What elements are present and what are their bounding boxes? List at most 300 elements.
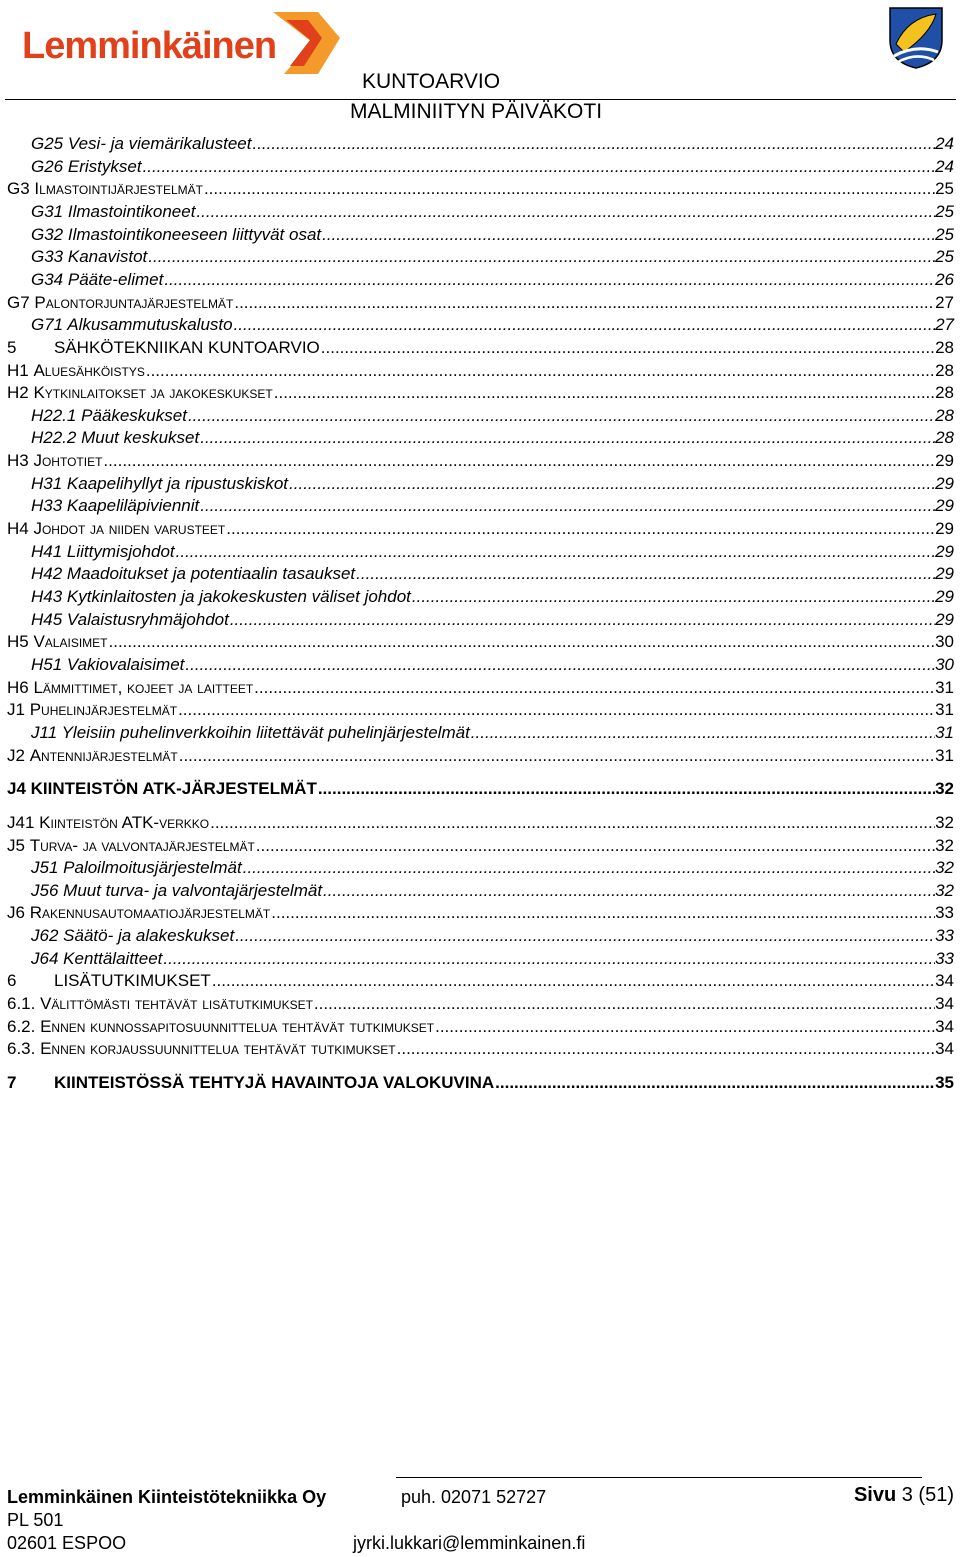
toc-entry-line (31, 563, 954, 585)
toc-entry-label: Kanavistot (67, 247, 148, 267)
toc-page-number: 33 (935, 948, 954, 968)
toc-dot-leader (321, 224, 935, 246)
toc-page-number: 32 (935, 835, 954, 855)
toc-entry-label: Säätö- ja alakeskukset (63, 926, 235, 946)
toc-entry[interactable] (0, 1038, 954, 1060)
toc-entry-title (31, 133, 251, 155)
toc-entry[interactable] (0, 473, 954, 495)
toc-entry-line (7, 745, 954, 767)
toc-entry-number: H22.2 (31, 428, 77, 448)
toc-entry[interactable] (0, 902, 954, 924)
toc-entry-title (31, 201, 195, 223)
toc-entry-title (31, 722, 470, 744)
footer-divider (396, 1477, 922, 1478)
toc-dot-leader (211, 970, 935, 992)
toc-page-number: 30 (935, 654, 954, 674)
toc-page-number: 28 (935, 360, 954, 380)
toc-entry[interactable] (0, 835, 954, 857)
toc-entry-number: J51 (31, 858, 59, 878)
toc-entry[interactable] (0, 993, 954, 1015)
document-subtitle: MALMINIITYN PÄIVÄKOTI (350, 100, 603, 123)
toc-entry-line (7, 699, 954, 721)
toc-entry-line (31, 925, 954, 947)
toc-dot-leader (317, 778, 935, 800)
footer-email: jyrki.lukkari@lemminkainen.fi (353, 1533, 586, 1553)
toc-entry-line (31, 427, 954, 449)
toc-dot-leader (178, 745, 935, 767)
toc-dot-leader (199, 495, 935, 517)
toc-page-number: 32 (935, 858, 954, 878)
toc-entry-label: Kenttälaitteet (63, 948, 163, 968)
toc-entry[interactable] (0, 970, 954, 992)
toc-entry-number: G33 (31, 247, 64, 267)
toc-entry[interactable] (0, 745, 954, 767)
toc-entry-label: Puhelinjärjestelmät (29, 700, 178, 720)
toc-entry-line (31, 541, 954, 563)
toc-entry-label: Paloilmoitusjärjestelmät (63, 858, 242, 878)
toc-page-number: 29 (935, 496, 954, 516)
toc-entry-line (7, 450, 954, 472)
toc-entry[interactable] (0, 631, 954, 653)
toc-entry-label: Pääkeskukset (81, 405, 187, 425)
toc-entry-number: H22.1 (31, 405, 77, 425)
toc-entry[interactable] (0, 609, 954, 631)
toc-entry-title (7, 677, 253, 699)
toc-dot-leader (396, 1038, 935, 1060)
toc-entry-label: Valaisimet (33, 632, 108, 652)
toc-entry-line (31, 473, 954, 495)
toc-entry-number: J4 (7, 779, 26, 799)
toc-entry-title (7, 1072, 494, 1094)
toc-entry-line (31, 133, 954, 155)
toc-entry[interactable] (0, 586, 954, 608)
toc-entry-number: H43 (31, 587, 63, 606)
toc-entry-title (31, 948, 162, 970)
toc-entry-label: Yleisiin puhelinverkkoihin liitettävät puhelinjärjestelmät (61, 722, 470, 742)
toc-entry-line (7, 518, 954, 540)
toc-entry-title (31, 609, 229, 631)
toc-page-number: 25 (935, 201, 954, 221)
toc-dot-leader (233, 314, 936, 336)
toc-entry-label: Maadoitukset ja potentiaalin tasaukset (66, 564, 356, 584)
toc-entry[interactable] (0, 518, 954, 540)
toc-dot-leader (322, 880, 935, 902)
toc-entry[interactable] (0, 382, 954, 404)
toc-dot-leader (175, 541, 935, 563)
footer-page-count: 3 (51) (901, 1484, 954, 1506)
toc-dot-leader (225, 518, 935, 540)
footer-page-number (854, 1484, 954, 1506)
toc-entry-line (7, 902, 954, 924)
toc-entry[interactable] (0, 495, 954, 517)
toc-entry-number: J64 (31, 948, 59, 968)
toc-entry-line (31, 880, 954, 902)
toc-entry-number: H1 (7, 360, 29, 380)
toc-entry-number: J6 (7, 903, 25, 923)
toc-entry-number: 6 (7, 971, 17, 991)
lemminkainen-logo (18, 8, 353, 86)
toc-dot-leader (187, 405, 935, 427)
toc-entry-line (31, 722, 954, 744)
toc-entry[interactable] (0, 314, 954, 336)
toc-entry-label: Valaistusryhmäjohdot (66, 609, 229, 629)
footer-company: Lemminkäinen Kiinteistötekniikka Oy (7, 1487, 327, 1507)
toc-page-number: 28 (935, 405, 954, 425)
toc-entry-title (31, 541, 175, 563)
toc-entry-line (31, 246, 954, 268)
toc-entry-label: Muut keskukset (81, 428, 200, 448)
toc-page-number: 24 (935, 156, 954, 176)
toc-entry-title (7, 337, 320, 359)
toc-entry-number: H3 (7, 451, 29, 471)
toc-entry[interactable] (0, 246, 954, 268)
toc-entry-title (31, 880, 322, 902)
toc-entry-label: Ilmastointikoneeseen liittyvät osat (67, 224, 322, 244)
toc-dot-leader (320, 337, 935, 359)
toc-page-number: 29 (935, 564, 954, 584)
toc-entry-label: Pääte-elimet (67, 269, 164, 289)
toc-dot-leader (162, 948, 935, 970)
toc-entry[interactable] (0, 360, 954, 382)
toc-entry-title (31, 224, 321, 246)
toc-entry-number: H6 (7, 677, 29, 697)
toc-entry-number: G71 (31, 315, 64, 335)
toc-page-number: 35 (935, 1073, 954, 1092)
toc-page-number: 26 (935, 269, 954, 289)
toc-entry[interactable] (0, 948, 954, 970)
toc-dot-leader (253, 677, 935, 699)
toc-entry-line (7, 631, 954, 653)
toc-page-number: 25 (935, 247, 954, 267)
footer-page-word: Sivu (853, 1484, 897, 1506)
toc-entry[interactable] (0, 133, 954, 155)
toc-entry-number: J56 (31, 880, 59, 900)
toc-entry-label: SÄHKÖTEKNIIKAN KUNTOARVIO (54, 337, 320, 357)
toc-dot-leader (199, 427, 935, 449)
toc-entry[interactable] (0, 880, 954, 902)
logo-wordmark: Lemminkäinen (22, 25, 277, 67)
toc-entry[interactable] (0, 812, 954, 834)
toc-entry-title (31, 857, 242, 879)
toc-page-number: 28 (935, 383, 954, 403)
toc-entry-title (7, 993, 313, 1015)
toc-page-number: 28 (935, 337, 954, 357)
toc-entry-title (31, 654, 184, 676)
toc-entry[interactable] (0, 337, 954, 359)
toc-entry-label: Aluesähköistys (33, 360, 145, 380)
toc-dot-leader (255, 835, 935, 857)
toc-dot-leader (494, 1072, 935, 1094)
toc-page-number: 31 (935, 745, 954, 765)
toc-entry-number: H42 (31, 564, 63, 584)
toc-dot-leader (411, 586, 935, 608)
toc-entry[interactable] (0, 405, 954, 427)
toc-entry-label: Ilmastointikoneet (67, 201, 196, 221)
toc-entry[interactable] (0, 1016, 954, 1038)
toc-entry-label: Ennen korjaussuunnittelua tehtävät tutkimukset (40, 1039, 396, 1059)
toc-entry[interactable] (0, 925, 954, 947)
toc-dot-leader (209, 812, 935, 834)
toc-dot-leader (229, 609, 935, 631)
toc-entry-line (7, 337, 954, 359)
toc-page-number: 29 (935, 609, 954, 629)
toc-entry[interactable] (0, 778, 954, 800)
toc-entry-label: Kytkinlaitosten ja jakokeskusten väliset johdot (66, 587, 411, 606)
toc-page-number: 31 (935, 677, 954, 697)
toc-entry-number: G26 (31, 156, 64, 176)
toc-dot-leader (142, 156, 936, 178)
toc-entry-number: G3 (7, 179, 30, 199)
toc-page-number: 31 (935, 700, 954, 720)
toc-dot-leader (242, 857, 935, 879)
toc-entry-number: J41 (7, 812, 35, 832)
toc-dot-leader (195, 201, 935, 223)
toc-entry-label: Lämmittimet, kojeet ja laitteet (33, 677, 254, 697)
toc-entry-line (31, 948, 954, 970)
toc-entry[interactable] (0, 563, 954, 585)
toc-entry[interactable] (0, 450, 954, 472)
toc-entry-number: J62 (31, 926, 59, 946)
toc-entry-line (7, 993, 954, 1015)
toc-entry-label: Kaapeliläpiviennit (66, 496, 200, 516)
toc-entry[interactable] (0, 427, 954, 449)
toc-entry-title (7, 745, 178, 767)
toc-entry[interactable] (0, 224, 954, 246)
toc-page-number: 30 (935, 632, 954, 652)
toc-page-number: 32 (935, 779, 954, 799)
toc-dot-leader (233, 292, 935, 314)
toc-entry-title (7, 902, 270, 924)
toc-entry[interactable] (0, 677, 954, 699)
toc-entry-label: Vakiovalaisimet (66, 654, 185, 674)
toc-entry-label: Ennen kunnossapitosuunnittelua tehtävät tutkimukset (40, 1016, 435, 1036)
toc-page-number: 28 (935, 428, 954, 448)
toc-entry-label: KIINTEISTÖN ATK-JÄRJESTELMÄT (30, 779, 317, 799)
toc-entry-title (7, 970, 211, 992)
toc-entry-line (31, 405, 954, 427)
toc-dot-leader (234, 925, 935, 947)
toc-entry-line (7, 1016, 954, 1038)
toc-entry-line (7, 382, 954, 404)
toc-entry-line (7, 778, 954, 800)
footer-phone: puh. 02071 52727 (401, 1487, 547, 1507)
toc-entry-number: H33 (31, 496, 63, 516)
toc-page-number: 27 (935, 292, 954, 312)
toc-dot-leader (108, 631, 936, 653)
toc-entry-line (31, 269, 954, 291)
toc-entry-line (7, 360, 954, 382)
toc-page-number: 25 (935, 224, 954, 244)
toc-entry-line (7, 1072, 954, 1094)
toc-entry-line (7, 812, 954, 834)
toc-entry-title (7, 382, 273, 404)
toc-entry[interactable] (0, 1072, 954, 1094)
toc-entry-line (7, 178, 954, 200)
toc-page-number: 24 (935, 134, 954, 153)
toc-entry-label: Palontorjuntajärjestelmät (34, 292, 234, 312)
toc-entry-title (31, 269, 163, 291)
toc-entry-label: Johtotiet (33, 451, 103, 471)
toc-entry-number: G34 (31, 269, 64, 289)
toc-entry-title (7, 1016, 434, 1038)
toc-page-number: 33 (935, 926, 954, 946)
toc-entry-line (7, 677, 954, 699)
toc-entry-number: H45 (31, 609, 63, 629)
toc-entry-label: KIINTEISTÖSSÄ TEHTYJÄ HAVAINTOJA VALOKUVINA (54, 1073, 495, 1092)
toc-entry-label: Rakennusautomaatiojärjestelmät (29, 903, 271, 923)
toc-entry-number: J5 (7, 835, 25, 855)
toc-entry-title (31, 563, 355, 585)
toc-entry-number: H41 (31, 541, 63, 561)
toc-entry[interactable] (0, 269, 954, 291)
toc-entry-line (7, 835, 954, 857)
toc-entry-number: H5 (7, 632, 29, 652)
toc-entry-line (7, 970, 954, 992)
toc-entry-title (7, 450, 102, 472)
toc-entry[interactable] (0, 857, 954, 879)
toc-entry[interactable] (0, 699, 954, 721)
toc-entry-title (31, 156, 142, 178)
toc-dot-leader (313, 993, 935, 1015)
toc-entry-label: Välittömästi tehtävät lisätutkimukset (40, 994, 313, 1014)
toc-entry[interactable] (0, 156, 954, 178)
toc-dot-leader (355, 563, 935, 585)
document-title: KUNTOARVIO (362, 70, 501, 93)
toc-dot-leader (270, 902, 935, 924)
toc-entry-title (7, 699, 177, 721)
toc-entry[interactable] (0, 654, 954, 676)
toc-entry-number: G25 (31, 134, 64, 153)
toc-dot-leader (177, 699, 935, 721)
toc-entry-label: Turva- ja valvontajärjestelmät (29, 835, 255, 855)
toc-dot-leader (288, 473, 935, 495)
toc-dot-leader (251, 133, 935, 155)
toc-page-number: 34 (935, 1016, 954, 1036)
toc-entry-line (31, 201, 954, 223)
toc-entry-number: G32 (31, 224, 64, 244)
toc-entry-number: H4 (7, 519, 29, 539)
toc-page-number: 34 (935, 971, 954, 991)
toc-page-number: 32 (935, 812, 954, 832)
toc-page-number: 32 (935, 880, 954, 900)
toc-entry-number: J11 (31, 722, 58, 742)
toc-entry-title (7, 518, 225, 540)
toc-entry-title (7, 835, 255, 857)
toc-page-number: 29 (935, 473, 954, 493)
toc-entry-number: H2 (7, 383, 29, 403)
toc-entry-title (31, 586, 411, 608)
toc-dot-leader (163, 269, 935, 291)
toc-entry-title (7, 631, 108, 653)
toc-entry-label: Kytkinlaitokset ja jakokeskukset (33, 383, 273, 403)
toc-entry-title (31, 495, 199, 517)
toc-entry-line (31, 495, 954, 517)
toc-page-number: 29 (935, 587, 954, 606)
toc-entry-label: LISÄTUTKIMUKSET (54, 971, 211, 991)
toc-entry-title (31, 246, 147, 268)
toc-entry-label: Kaapelihyllyt ja ripustuskiskot (66, 473, 289, 493)
toc-dot-leader (102, 450, 935, 472)
toc-entry[interactable] (0, 722, 954, 744)
toc-dot-leader (470, 722, 935, 744)
toc-entry-line (7, 292, 954, 314)
toc-entry-label: Kiinteistön ATK-verkko (39, 812, 210, 832)
toc-entry-line (31, 586, 954, 608)
toc-entry-title (7, 1038, 396, 1060)
toc-entry-title (7, 178, 203, 200)
toc-entry[interactable] (0, 201, 954, 223)
toc-entry-number: J2 (7, 745, 25, 765)
toc-entry-line (31, 857, 954, 879)
toc-entry-label: Johdot ja niiden varusteet (33, 519, 226, 539)
toc-entry-label: Vesi- ja viemärikalusteet (67, 134, 252, 153)
toc-entry-label: Liittymisjohdot (66, 541, 175, 561)
toc-dot-leader (147, 246, 935, 268)
toc-entry[interactable] (0, 541, 954, 563)
toc-entry-number: 6.2. (7, 1016, 36, 1036)
toc-dot-leader (184, 654, 935, 676)
toc-entry-title (7, 778, 317, 800)
toc-entry-label: Muut turva- ja valvontajärjestelmät (63, 880, 323, 900)
toc-entry-number: J1 (7, 700, 25, 720)
toc-page-number: 33 (935, 903, 954, 923)
toc-entry-label: Ilmastointijärjestelmät (34, 179, 203, 199)
toc-entry-line (31, 314, 954, 336)
footer-postal-address: 02601 ESPOO (7, 1533, 127, 1553)
toc-entry-title (31, 925, 234, 947)
toc-entry-number: 7 (7, 1073, 17, 1092)
toc-page-number: 29 (935, 541, 954, 561)
helsinki-crest-icon (886, 4, 946, 70)
toc-entry-title (7, 812, 209, 834)
footer-po-box: PL 501 (7, 1510, 64, 1530)
toc-entry-label: Alkusammutuskalusto (67, 315, 233, 335)
toc-entry-title (7, 292, 233, 314)
toc-entry-number: 5 (7, 337, 17, 357)
toc-entry-number: H31 (31, 473, 63, 493)
toc-entry-number: 6.1. (7, 994, 36, 1014)
toc-page-number: 25 (935, 179, 954, 199)
toc-page-number: 29 (935, 451, 954, 471)
toc-entry-number: G7 (7, 292, 30, 312)
toc-entry-line (7, 1038, 954, 1060)
toc-page-number: 27 (935, 315, 954, 335)
toc-entry-line (31, 654, 954, 676)
toc-entry-title (31, 314, 233, 336)
toc-page-number: 34 (935, 994, 954, 1014)
toc-page-number: 31 (935, 722, 954, 742)
toc-page-number: 34 (935, 1039, 954, 1059)
toc-entry-label: Antennijärjestelmät (29, 745, 178, 765)
toc-entry-number: H51 (31, 654, 63, 674)
toc-dot-leader (145, 360, 935, 382)
toc-entry-title (31, 427, 199, 449)
toc-entry-label: Eristykset (67, 156, 142, 176)
toc-entry[interactable] (0, 292, 954, 314)
toc-dot-leader (434, 1016, 935, 1038)
toc-dot-leader (273, 382, 935, 404)
toc-entry-line (31, 156, 954, 178)
toc-entry-title (31, 405, 187, 427)
toc-dot-leader (203, 178, 935, 200)
toc-entry[interactable] (0, 178, 954, 200)
toc-entry-line (31, 224, 954, 246)
toc-entry-title (31, 473, 288, 495)
toc-entry-number: 6.3. (7, 1039, 36, 1059)
toc-entry-title (7, 360, 145, 382)
toc-entry-line (31, 609, 954, 631)
toc-entry-number: G31 (31, 201, 64, 221)
